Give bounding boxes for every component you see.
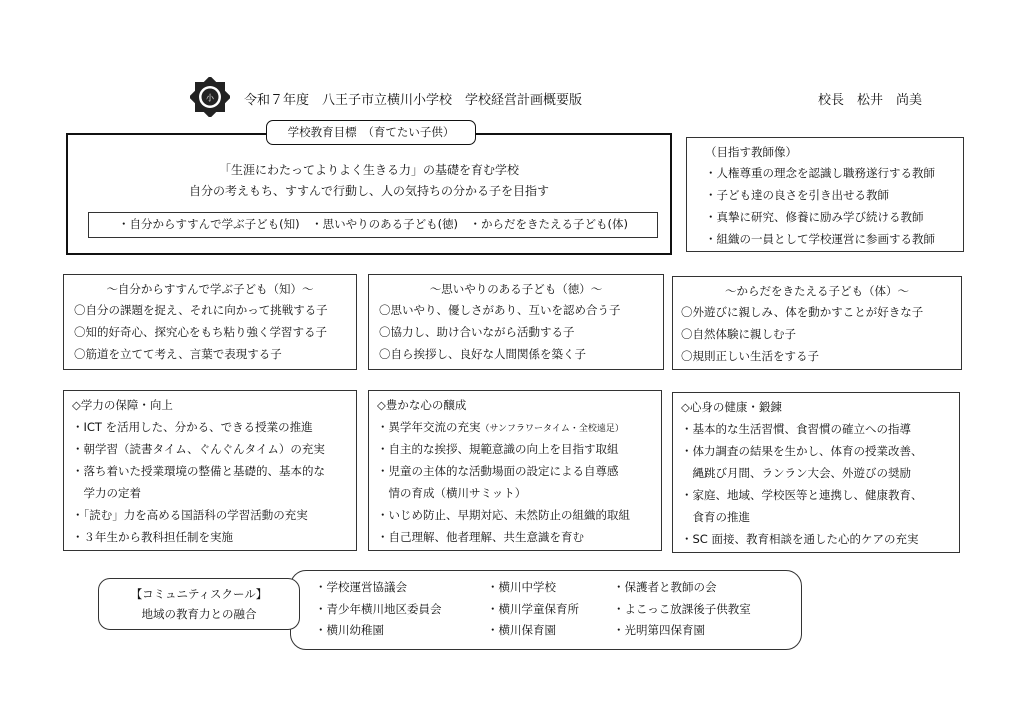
policy-item: 縄跳び月間、ランラン大会、外遊びの奨励	[681, 466, 911, 480]
policy-item: ・朝学習（読書タイム、ぐんぐんタイム）の充実	[72, 442, 325, 456]
goal-pillars: ・自分からすすんで学ぶ子ども(知) ・思いやりのある子ども(徳) ・からだをきたえる子ども(体)	[88, 212, 658, 238]
child-box-item: 〇規則正しい生活をする子	[681, 349, 819, 363]
child-morality-box	[368, 274, 664, 370]
policy-item-note: （サンフラワータイム・全校遠足）	[480, 424, 624, 434]
policy-item: 食育の推進	[681, 510, 750, 524]
policy-item: ・基本的な生活習慣、食習慣の確立への指導	[681, 422, 911, 436]
community-partner: ・光明第四保育園	[613, 623, 705, 637]
child-box-item: 〇思いやり、優しさがあり、互いを認め合う子	[379, 303, 621, 317]
policy-item	[377, 417, 624, 441]
child-box-item: 〇協力し、助け合いながら活動する子	[379, 325, 575, 339]
child-box-item: 〇筋道を立てて考え、言葉で表現する子	[74, 347, 282, 361]
policy-title: ◇心身の健康・鍛錬	[681, 400, 782, 414]
child-box-item: 〇自ら挨拶し、良好な人間関係を築く子	[379, 347, 586, 361]
policy-item: ・「読む」力を高める国語科の学習活動の充実	[72, 508, 308, 522]
policy-heart-box	[368, 390, 662, 551]
policy-item: 情の育成（横川サミット）	[377, 486, 527, 500]
ideal-teacher-item: ・子ども達の良さを引き出せる教師	[705, 188, 889, 202]
child-box-title: ～思いやりのある子ども（徳）～	[429, 282, 603, 296]
community-partners-list	[315, 577, 783, 642]
policy-item: ・家庭、地域、学校医等と連携し、健康教育、	[681, 488, 923, 502]
policy-item: ・体力調査の結果を生かし、体育の授業改善、	[681, 444, 923, 458]
community-partner: ・よこっこ放課後子供教室	[613, 601, 751, 616]
policy-item: ・３年生から教科担任制を実施	[72, 530, 233, 544]
policy-item: ・ICT を活用した、分かる、できる授業の推進	[72, 420, 313, 434]
community-partner: ・横川中学校	[487, 580, 556, 594]
school-emblem-icon	[190, 77, 230, 117]
principal-name: 校長 松井 尚美	[818, 93, 923, 108]
goal-label: 学校教育目標 （育てたい子供）	[266, 120, 476, 145]
policy-title: ◇豊かな心の醸成	[377, 398, 467, 412]
ideal-teacher-item: ・人権尊重の理念を認識し職務遂行する教師	[705, 166, 935, 180]
goal-line-2: 自分の考えもち、すすんで行動し、人の気持ちの分かる子を目指す	[188, 184, 550, 198]
policy-academic-box	[63, 390, 357, 551]
policy-item: ・落ち着いた授業環境の整備と基礎的、基本的な	[72, 464, 325, 478]
community-partner: ・学校運営協議会	[315, 580, 407, 594]
child-box-item: 〇自然体験に親しむ子	[681, 327, 796, 341]
policy-item: ・児童の主体的な活動場面の設定による自尊感	[377, 464, 619, 478]
policy-item: ・自己理解、他者理解、共生意識を育む	[377, 530, 584, 544]
child-box-item: 〇自分の課題を捉え、それに向かって挑戦する子	[74, 303, 328, 317]
child-physical-box	[672, 276, 962, 370]
ideal-teacher-title: （目指す教師像）	[705, 145, 797, 159]
ideal-teacher-box	[686, 137, 964, 252]
community-school-subtitle: 地域の教育力との融合	[141, 607, 257, 621]
policy-item-main: ・異学年交流の充実	[377, 420, 481, 434]
goal-line-1: 「生涯にわたってよりよく生きる力」の基礎を育む学校	[218, 163, 519, 177]
child-box-item: 〇外遊びに親しみ、体を動かすことが好きな子	[681, 305, 924, 319]
policy-title: ◇学力の保障・向上	[72, 398, 173, 412]
svg-text:小: 小	[206, 93, 214, 103]
policy-item: ・SC 面接、教育相談を通した心的ケアの充実	[681, 532, 919, 546]
community-partner: ・横川学童保育所	[487, 601, 579, 616]
policy-item: ・いじめ防止、早期対応、未然防止の組織的取組	[377, 508, 630, 522]
community-partner: ・横川保育園	[487, 623, 556, 637]
policy-item: ・自主的な挨拶、規範意識の向上を目指す取組	[377, 442, 619, 456]
community-partners-box	[290, 570, 802, 650]
community-partner: ・保護者と教師の会	[613, 580, 717, 594]
document-title: 令和７年度 八王子市立横川小学校 学校経営計画概要版	[244, 93, 583, 108]
community-school-label	[98, 578, 300, 630]
community-partner: ・横川幼稚園	[315, 623, 384, 637]
community-partner: ・青少年横川地区委員会	[315, 601, 442, 616]
child-box-title: ～自分からすすんで学ぶ子ども（知）～	[106, 282, 314, 296]
policy-health-box	[672, 392, 960, 553]
ideal-teacher-item: ・真摯に研究、修養に励み学び続ける教師	[705, 210, 924, 224]
ideal-teacher-item: ・組織の一員として学校運営に参画する教師	[705, 232, 935, 246]
policy-item: 学力の定着	[72, 486, 141, 500]
child-box-title: ～からだをきたえる子ども（体）～	[725, 284, 909, 298]
child-knowledge-box	[63, 274, 357, 370]
community-school-title: 【コミュニティスクール】	[130, 587, 268, 601]
child-box-item: 〇知的好奇心、探究心をもち粘り強く学習する子	[74, 325, 327, 339]
